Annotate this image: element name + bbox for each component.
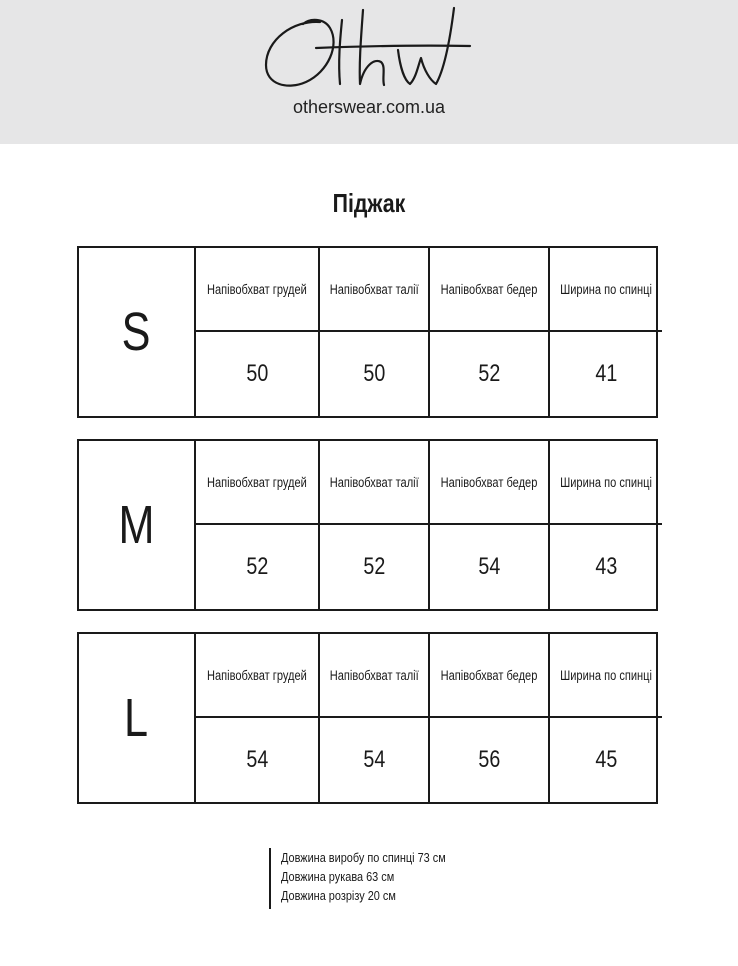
measure-value: 52	[245, 553, 268, 580]
column-header: Напівобхват бедер	[430, 634, 548, 718]
size-table-s	[77, 246, 658, 418]
measure-column	[430, 634, 550, 802]
measure-column	[550, 248, 662, 416]
page-title: Піджак	[332, 188, 406, 218]
measure-value: 52	[478, 360, 501, 387]
measure-value: 50	[245, 360, 268, 387]
measure-value: 52	[363, 553, 385, 580]
measure-value: 54	[363, 746, 385, 773]
measure-column	[430, 248, 550, 416]
website-url[interactable]: otherswear.com.ua	[292, 97, 446, 117]
size-label: M	[79, 441, 196, 609]
measure-value: 41	[595, 360, 618, 387]
measure-value: 45	[595, 746, 618, 773]
measure-value: 50	[363, 360, 385, 387]
size-table-l	[77, 632, 658, 804]
measure-column	[550, 441, 662, 609]
measure-column	[196, 248, 320, 416]
column-header: Напівобхват талії	[320, 634, 428, 718]
measure-column	[320, 248, 430, 416]
size-label: L	[79, 634, 196, 802]
measure-column	[320, 634, 430, 802]
note-back-length: Довжина виробу по спинці 73 см	[281, 850, 446, 865]
measure-column	[320, 441, 430, 609]
garment-notes	[269, 848, 477, 909]
column-header: Ширина по спинці	[550, 248, 662, 332]
note-slit-length: Довжина розрізу 20 см	[281, 888, 396, 903]
note-sleeve-length: Довжина рукава 63 см	[281, 869, 395, 884]
brand-logo	[258, 0, 478, 100]
column-header: Напівобхват грудей	[196, 634, 318, 718]
measure-value: 43	[595, 553, 618, 580]
size-table-m	[77, 439, 658, 611]
measure-column	[550, 634, 662, 802]
column-header: Ширина по спинці	[550, 634, 662, 718]
measure-column	[196, 441, 320, 609]
measure-value: 54	[478, 553, 501, 580]
column-header: Напівобхват грудей	[196, 441, 318, 525]
column-header: Ширина по спинці	[550, 441, 662, 525]
measure-value: 54	[245, 746, 268, 773]
measure-value: 56	[478, 746, 501, 773]
measure-column	[196, 634, 320, 802]
size-label: S	[79, 248, 196, 416]
column-header: Напівобхват талії	[320, 441, 428, 525]
column-header: Напівобхват талії	[320, 248, 428, 332]
measure-column	[430, 441, 550, 609]
column-header: Напівобхват бедер	[430, 441, 548, 525]
column-header: Напівобхват грудей	[196, 248, 318, 332]
header-band	[0, 0, 738, 144]
column-header: Напівобхват бедер	[430, 248, 548, 332]
